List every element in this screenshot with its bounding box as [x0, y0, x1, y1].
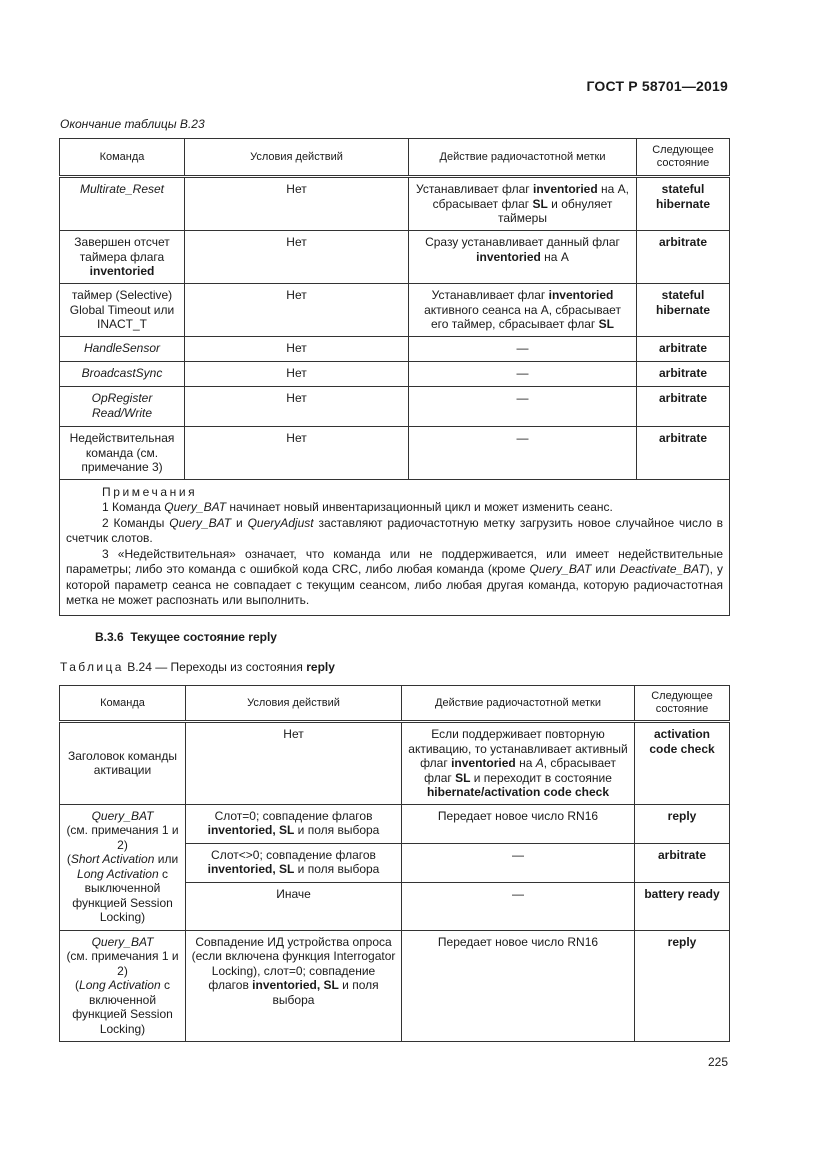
- next-state-cell: arbitrate: [637, 337, 730, 362]
- condition-cell: Нет: [185, 284, 409, 337]
- command-cell: таймер (Selective) Global Timeout или INACT_T: [60, 284, 185, 337]
- condition-cell: Иначе: [186, 882, 402, 930]
- command-cell: Query_BAT (см. примечания 1 и 2) (Long Activation с включенной функцией Session Locking): [60, 930, 186, 1041]
- table-row: [60, 804, 730, 843]
- condition-cell: Нет: [185, 231, 409, 284]
- action-cell: Передает новое число RN16: [402, 804, 635, 843]
- next-state-cell: reply: [635, 930, 730, 1041]
- action-cell: —: [402, 843, 635, 882]
- command-cell: Завершен отсчет таймера флага inventoried: [60, 231, 185, 284]
- command-cell: Query_BAT (см. примечания 1 и 2) (Short Activation или Long Activation с выключенной функцией Session Locking): [60, 804, 186, 930]
- next-state-cell: arbitrate: [637, 387, 730, 427]
- table-row: [60, 231, 730, 284]
- document-header: ГОСТ Р 58701—2019: [586, 78, 728, 94]
- next-state-cell: stateful hibernate: [637, 177, 730, 231]
- column-header: Команда: [60, 686, 186, 722]
- condition-cell: Слот<>0; совпадение флагов inventoried, SL и поля выбора: [186, 843, 402, 882]
- action-cell: —: [409, 387, 637, 427]
- condition-cell: Нет: [185, 427, 409, 480]
- action-cell: —: [409, 337, 637, 362]
- table-row: [60, 362, 730, 387]
- condition-cell: Нет: [185, 362, 409, 387]
- table-row: [60, 930, 730, 1041]
- action-cell: Если поддерживает повторную активацию, то устанавливает активный флаг inventoried на А, сбрасывает флаг SL и переходит в состояние hibernate/activation code check: [402, 722, 635, 805]
- table-caption: Окончание таблицы В.23: [60, 117, 205, 131]
- action-cell: Сразу устанавливает данный флаг inventoried на А: [409, 231, 637, 284]
- notes-row: [60, 479, 730, 615]
- action-cell: —: [409, 362, 637, 387]
- command-cell: OpRegister Read/Write: [60, 387, 185, 427]
- next-state-cell: arbitrate: [635, 843, 730, 882]
- table-row: [60, 284, 730, 337]
- table-row: [60, 387, 730, 427]
- action-cell: —: [409, 427, 637, 480]
- column-header: Действие радиочастотной метки: [402, 686, 635, 722]
- column-header: Условия действий: [185, 139, 409, 177]
- next-state-cell: arbitrate: [637, 362, 730, 387]
- column-header: Действие радиочастотной метки: [409, 139, 637, 177]
- table-row: [60, 722, 730, 805]
- condition-cell: Совпадение ИД устройства опроса (если включена функция Interrogator Locking), слот=0; совпадение флагов inventoried, SL и поля выбора: [186, 930, 402, 1041]
- condition-cell: Нет: [185, 337, 409, 362]
- action-cell: —: [402, 882, 635, 930]
- table-row: [60, 427, 730, 480]
- condition-cell: Слот=0; совпадение флагов inventoried, SL и поля выбора: [186, 804, 402, 843]
- column-header: Следующее состояние: [637, 139, 730, 177]
- note-2: 2 Команды Query_BAT и QueryAdjust заставляют радиочастотную метку загрузить новое случайное число в счетчик слотов.: [66, 515, 724, 545]
- table-b24: [59, 685, 730, 1042]
- command-cell: HandleSensor: [60, 337, 185, 362]
- command-cell: BroadcastSync: [60, 362, 185, 387]
- next-state-cell: arbitrate: [637, 231, 730, 284]
- table-caption: Таблица В.24 — Переходы из состояния reply: [60, 660, 335, 674]
- notes-cell: [60, 479, 730, 615]
- next-state-cell: activation code check: [635, 722, 730, 805]
- action-cell: Устанавливает флаг inventoried на А, сбрасывает флаг SL и обнуляет таймеры: [409, 177, 637, 231]
- note-3: 3 «Недействительная» означает, что команда или не поддерживается, или имеет недействительные параметры; либо это команда с ошибкой кода CRC, либо любая команда (кроме Query_BAT или Deactivate_BAT), у которой параметр сеанса не совпадает с текущим сеансом, либо любая другая команда, которую радиочастотная метка не может распознать или выполнить.: [66, 546, 724, 607]
- next-state-cell: arbitrate: [637, 427, 730, 480]
- table-b23: [59, 138, 730, 616]
- next-state-cell: stateful hibernate: [637, 284, 730, 337]
- table-row: [60, 337, 730, 362]
- condition-cell: Нет: [185, 387, 409, 427]
- action-cell: Передает новое число RN16: [402, 930, 635, 1041]
- action-cell: Устанавливает флаг inventoried активного сеанса на А, сбрасывает его таймер, сбрасывает флаг SL: [409, 284, 637, 337]
- command-cell: Multirate_Reset: [60, 177, 185, 231]
- next-state-cell: reply: [635, 804, 730, 843]
- condition-cell: Нет: [186, 722, 402, 805]
- column-header: Команда: [60, 139, 185, 177]
- table-row: [60, 177, 730, 231]
- section-heading: В.3.6 Текущее состояние reply: [95, 630, 277, 644]
- notes-title: Примечания: [102, 484, 198, 499]
- condition-cell: Нет: [185, 177, 409, 231]
- note-1: 1 Команда Query_BAT начинает новый инвентаризационный цикл и может изменить сеанс.: [102, 500, 613, 514]
- next-state-cell: battery ready: [635, 882, 730, 930]
- command-cell: Недействительная команда (см. примечание 3): [60, 427, 185, 480]
- command-cell: Заголовок команды активации: [60, 722, 186, 805]
- column-header: Условия действий: [186, 686, 402, 722]
- column-header: Следующее состояние: [635, 686, 730, 722]
- page-number: 225: [707, 1055, 728, 1069]
